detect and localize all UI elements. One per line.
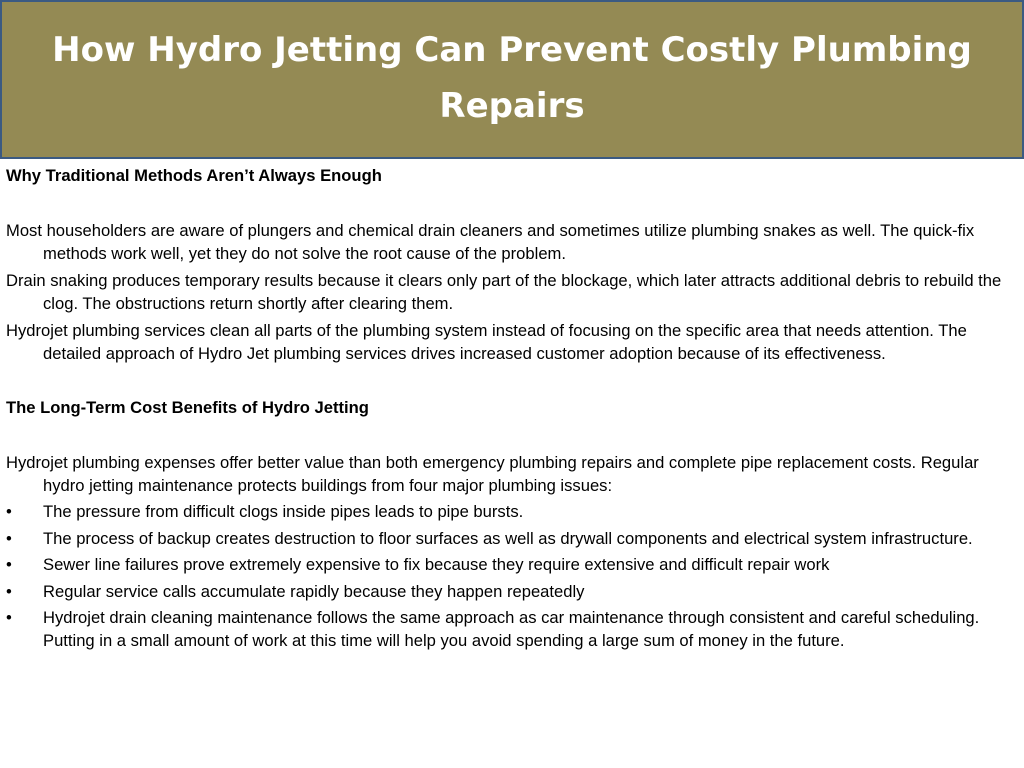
bullet-item-maintenance-scheduling [6, 607, 1014, 652]
bullet-icon: • [6, 555, 12, 574]
bullet-text: Hydrojet drain cleaning maintenance follows the same approach as car maintenance through consistent and careful scheduling. Putting in a small amount of work at this time will help you avoid spending a large sum of money in the future. [43, 608, 980, 650]
bullet-icon: • [6, 608, 12, 627]
bullet-text: Sewer line failures prove extremely expensive to fix because they require extensive and difficult repair work [43, 555, 830, 574]
paragraph-householders: Most householders are aware of plungers and chemical drain cleaners and sometimes utilize plumbing snakes as well. The quick-fix methods work well, yet they do not solve the root cause of the problem. [6, 221, 975, 263]
paragraph-cost-intro: Hydrojet plumbing expenses offer better value than both emergency plumbing repairs and complete pipe replacement costs. Regular hydro jetting maintenance protects buildings from four major plumbing issues: [6, 453, 979, 495]
paragraph-drain-snaking: Drain snaking produces temporary results because it clears only part of the blockage, which later attracts additional debris to rebuild the clog. The obstructions return shortly after clearing them. [6, 271, 1002, 313]
bullet-item-pipe-bursts [6, 501, 1014, 524]
bullet-icon: • [6, 581, 12, 601]
bullet-text: The process of backup creates destruction to floor surfaces as well as drywall components and electrical system infrastructure. [43, 528, 973, 548]
section-heading-cost-benefits: The Long-Term Cost Benefits of Hydro Jetting [6, 398, 369, 417]
bullet-text: The pressure from difficult clogs inside pipes leads to pipe bursts. [43, 502, 524, 521]
bullet-item-service-calls [6, 581, 1014, 604]
bullet-icon: • [6, 528, 12, 548]
bullet-item-sewer-line-failures [6, 554, 1014, 577]
bullet-text: Regular service calls accumulate rapidly because they happen repeatedly [43, 581, 585, 601]
slide-title: How Hydro Jetting Can Prevent Costly Plumbing Repairs [52, 29, 972, 126]
paragraph-hydrojet-services: Hydrojet plumbing services clean all parts of the plumbing system instead of focusing on the specific area that needs attention. The detailed approach of Hydro Jet plumbing services drives increased customer adoption because of its effectiveness. [6, 321, 967, 363]
title-banner [0, 0, 1024, 159]
bullet-icon: • [6, 502, 12, 521]
bullet-item-backup-destruction [6, 528, 1014, 551]
section-heading-traditional-methods: Why Traditional Methods Aren’t Always Enough [6, 166, 382, 185]
slide-body [6, 165, 1014, 652]
